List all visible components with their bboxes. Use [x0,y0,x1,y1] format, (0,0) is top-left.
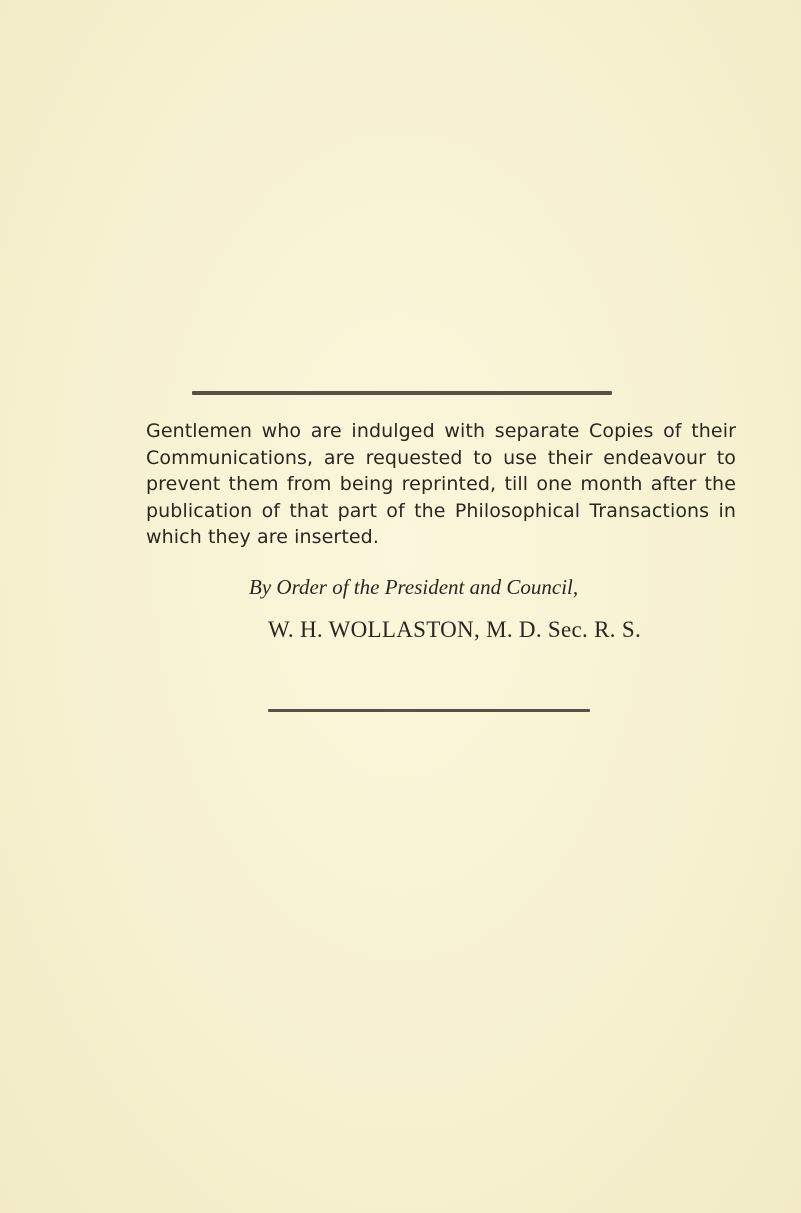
bottom-rule-divider [268,709,590,712]
secretary-signature: W. H. WOLLASTON, M. D. Sec. R. S. [268,617,642,642]
top-rule-divider [192,391,612,395]
order-byline: By Order of the President and Council, [249,575,579,599]
copies-notice-paragraph: Gentlemen who are indulged with separate Copies of their Communications, are requested to use their endeavour to prevent them from being reprinted, till one month after the publication of that part of the Philosophical Transactions in which they are inserted. [146,420,736,548]
